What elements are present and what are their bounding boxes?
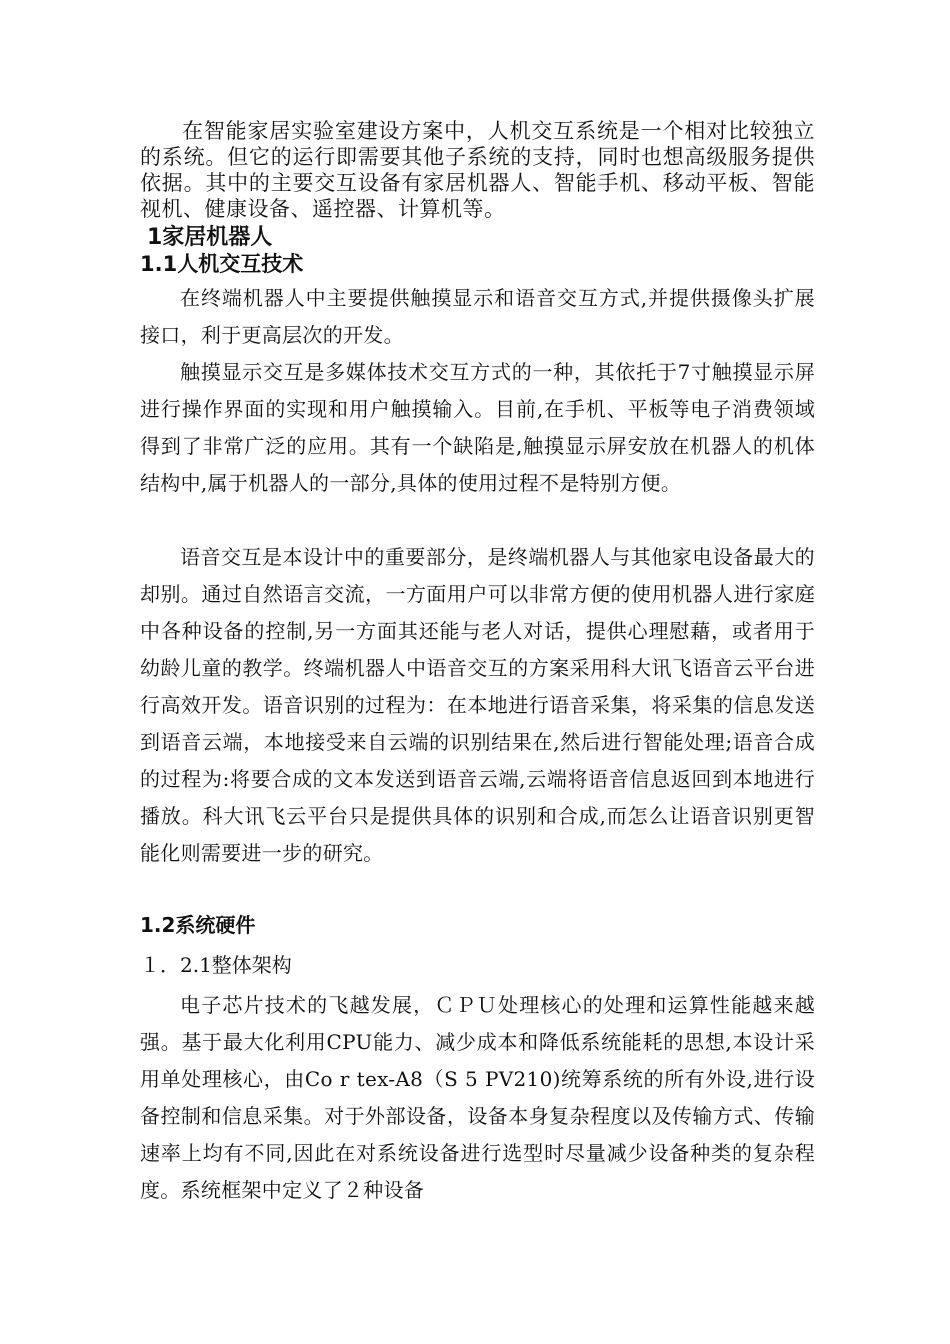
paragraph-touch-display: 触摸显示交互是多媒体技术交互方式的一种，其依托于7寸触摸显示屏进行操作界面的实现和用户触摸输入。目前,在手机、平板等电子消费领域得到了非常广泛的应用。其有一个缺陷是,触摸显示屏安放在机器人的机体结构中,属于机器人的一部分,具体的使用过程不是特别方便。	[140, 360, 815, 495]
section-heading-1-2: 1.2系统硬件	[140, 913, 256, 937]
intro-paragraph: 在智能家居实验室建设方案中，人机交互系统是一个相对比较独立的系统。但它的运行即需要其他子系统的支持，同时也想高级服务提供依据。其中的主要交互设备有家居机器人、智能手机、移动平板、智能视机、健康设备、遥控器、计算机等。	[140, 119, 815, 221]
paragraph-camera-interface: 在终端机器人中主要提供触摸显示和语音交互方式,并提供摄像头扩展接口，利于更高层次的开发。	[140, 286, 815, 347]
section-heading-1-2-1: １．2.1整体架构	[140, 953, 292, 977]
paragraph-architecture: 电子芯片技术的飞越发展，ＣＰＵ处理核心的处理和运算性能越来越强。基于最大化利用CPU能力、减少成本和降低系统能耗的思想,本设计采用单处理核心，由Co r tex-A8（S 5 PV210)统筹系统的所有外设,进行设备控制和信息采集。对于外部设备，设备本身复杂程度以及传输方式、传输速率上均有不同,因此在对系统设备进行选型时尽量减少设备种类的复杂程度。系统框架中定义了２种设备	[140, 993, 815, 1202]
section-heading-1: 1家居机器人	[147, 225, 273, 250]
section-heading-1-1: 1.1人机交互技术	[140, 252, 304, 276]
paragraph-voice-interaction: 语音交互是本设计中的重要部分，是终端机器人与其他家电设备最大的却别。通过自然语言交流，一方面用户可以非常方便的使用机器人进行家庭中各种设备的控制,另一方面其还能与老人对话，提供心理慰藉，或者用于幼龄儿童的教学。终端机器人中语音交互的方案采用科大讯飞语音云平台进行高效开发。语音识别的过程为：在本地进行语音采集，将采集的信息发送到语音云端，本地接受来自云端的识别结果在,然后进行智能处理;语音合成的过程为:将要合成的文本发送到语音云端,云端将语音信息返回到本地进行播放。科大讯飞云平台只是提供具体的识别和合成,而怎么让语音识别更智能化则需要进一步的研究。	[140, 545, 815, 865]
